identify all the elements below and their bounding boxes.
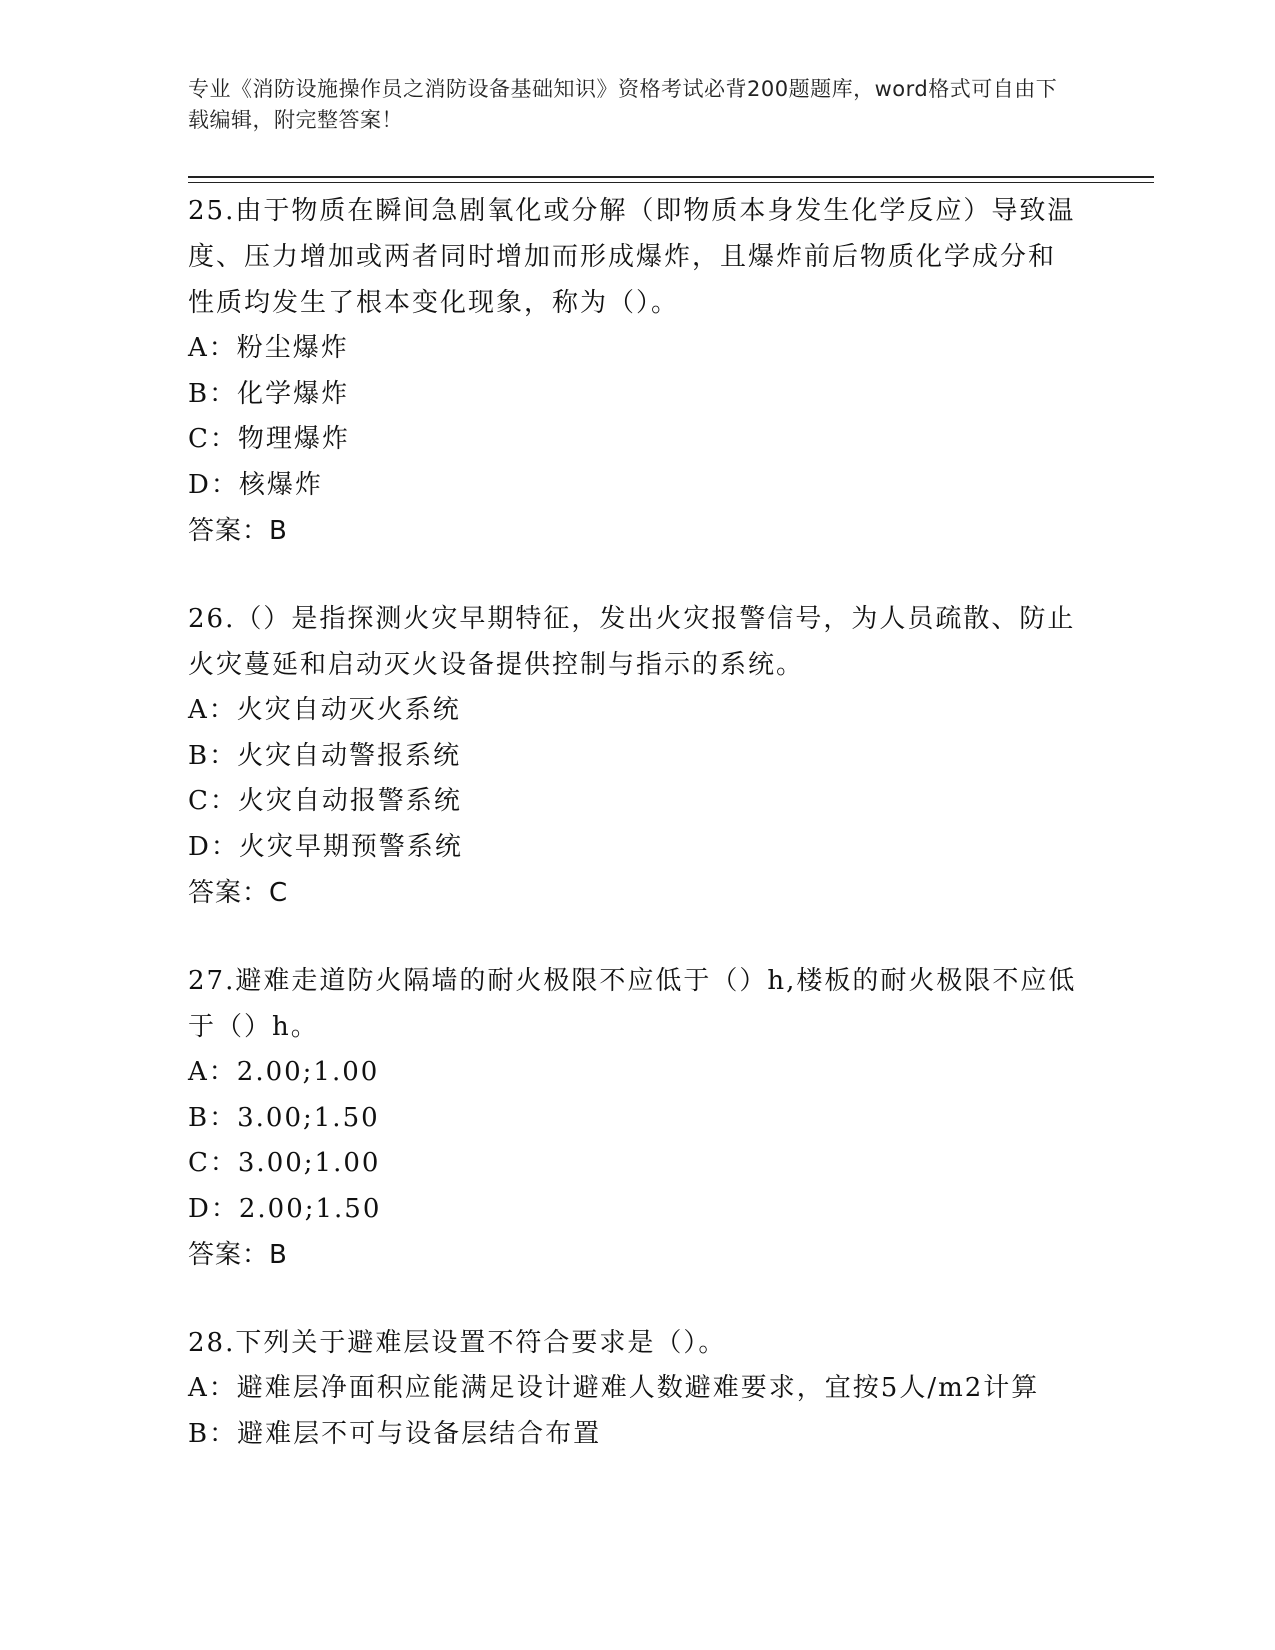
option-b: B：火灾自动警报系统	[188, 740, 462, 771]
option-b: B：避难层不可与设备层结合布置	[188, 1418, 602, 1449]
question-stem: 28.下列关于避难层设置不符合要求是（）。	[188, 1328, 727, 1358]
option-c: C：3.00;1.00	[188, 1148, 381, 1178]
question-27	[188, 958, 1078, 1278]
question-stem: 25.由于物质在瞬间急剧氧化或分解（即物质本身发生化学反应）导致温度、压力增加或两者同时增加而形成爆炸，且爆炸前后物质化学成分和性质均发生了根本变化现象，称为（）。	[188, 196, 1076, 318]
answer-line: 答案：C	[188, 878, 289, 908]
answer-line: 答案：B	[188, 1240, 288, 1270]
question-28	[188, 1320, 1078, 1457]
option-a: A：避难层净面积应能满足设计避难人数避难要求，宜按5人/m2计算	[188, 1373, 1040, 1403]
question-stem: 27.避难走道防火隔墙的耐火极限不应低于（）h,楼板的耐火极限不应低于（）h。	[188, 966, 1077, 1042]
option-a: A：粉尘爆炸	[188, 333, 349, 363]
option-d: D：火灾早期预警系统	[188, 831, 463, 862]
option-b: B：化学爆炸	[188, 378, 350, 409]
option-a: A：2.00;1.00	[188, 1057, 380, 1087]
document-header: 专业《消防设施操作员之消防设备基础知识》资格考试必背200题题库，word格式可自由下载编辑，附完整答案！	[188, 77, 1058, 132]
question-list	[188, 188, 1078, 1499]
option-b: B：3.00;1.50	[188, 1102, 380, 1133]
option-c: C：火灾自动报警系统	[188, 786, 462, 816]
option-d: D：核爆炸	[188, 469, 323, 500]
option-a: A：火灾自动灭火系统	[188, 695, 461, 725]
question-stem: 26.（）是指探测火灾早期特征，发出火灾报警信号，为人员疏散、防止火灾蔓延和启动灭火设备提供控制与指示的系统。	[188, 604, 1076, 680]
question-26	[188, 596, 1078, 916]
header-rule-thick	[188, 176, 1154, 178]
option-c: C：物理爆炸	[188, 424, 350, 454]
header-rule-thin	[188, 182, 1154, 183]
question-25	[188, 188, 1078, 554]
option-d: D：2.00;1.50	[188, 1193, 382, 1224]
answer-line: 答案：B	[188, 516, 288, 546]
